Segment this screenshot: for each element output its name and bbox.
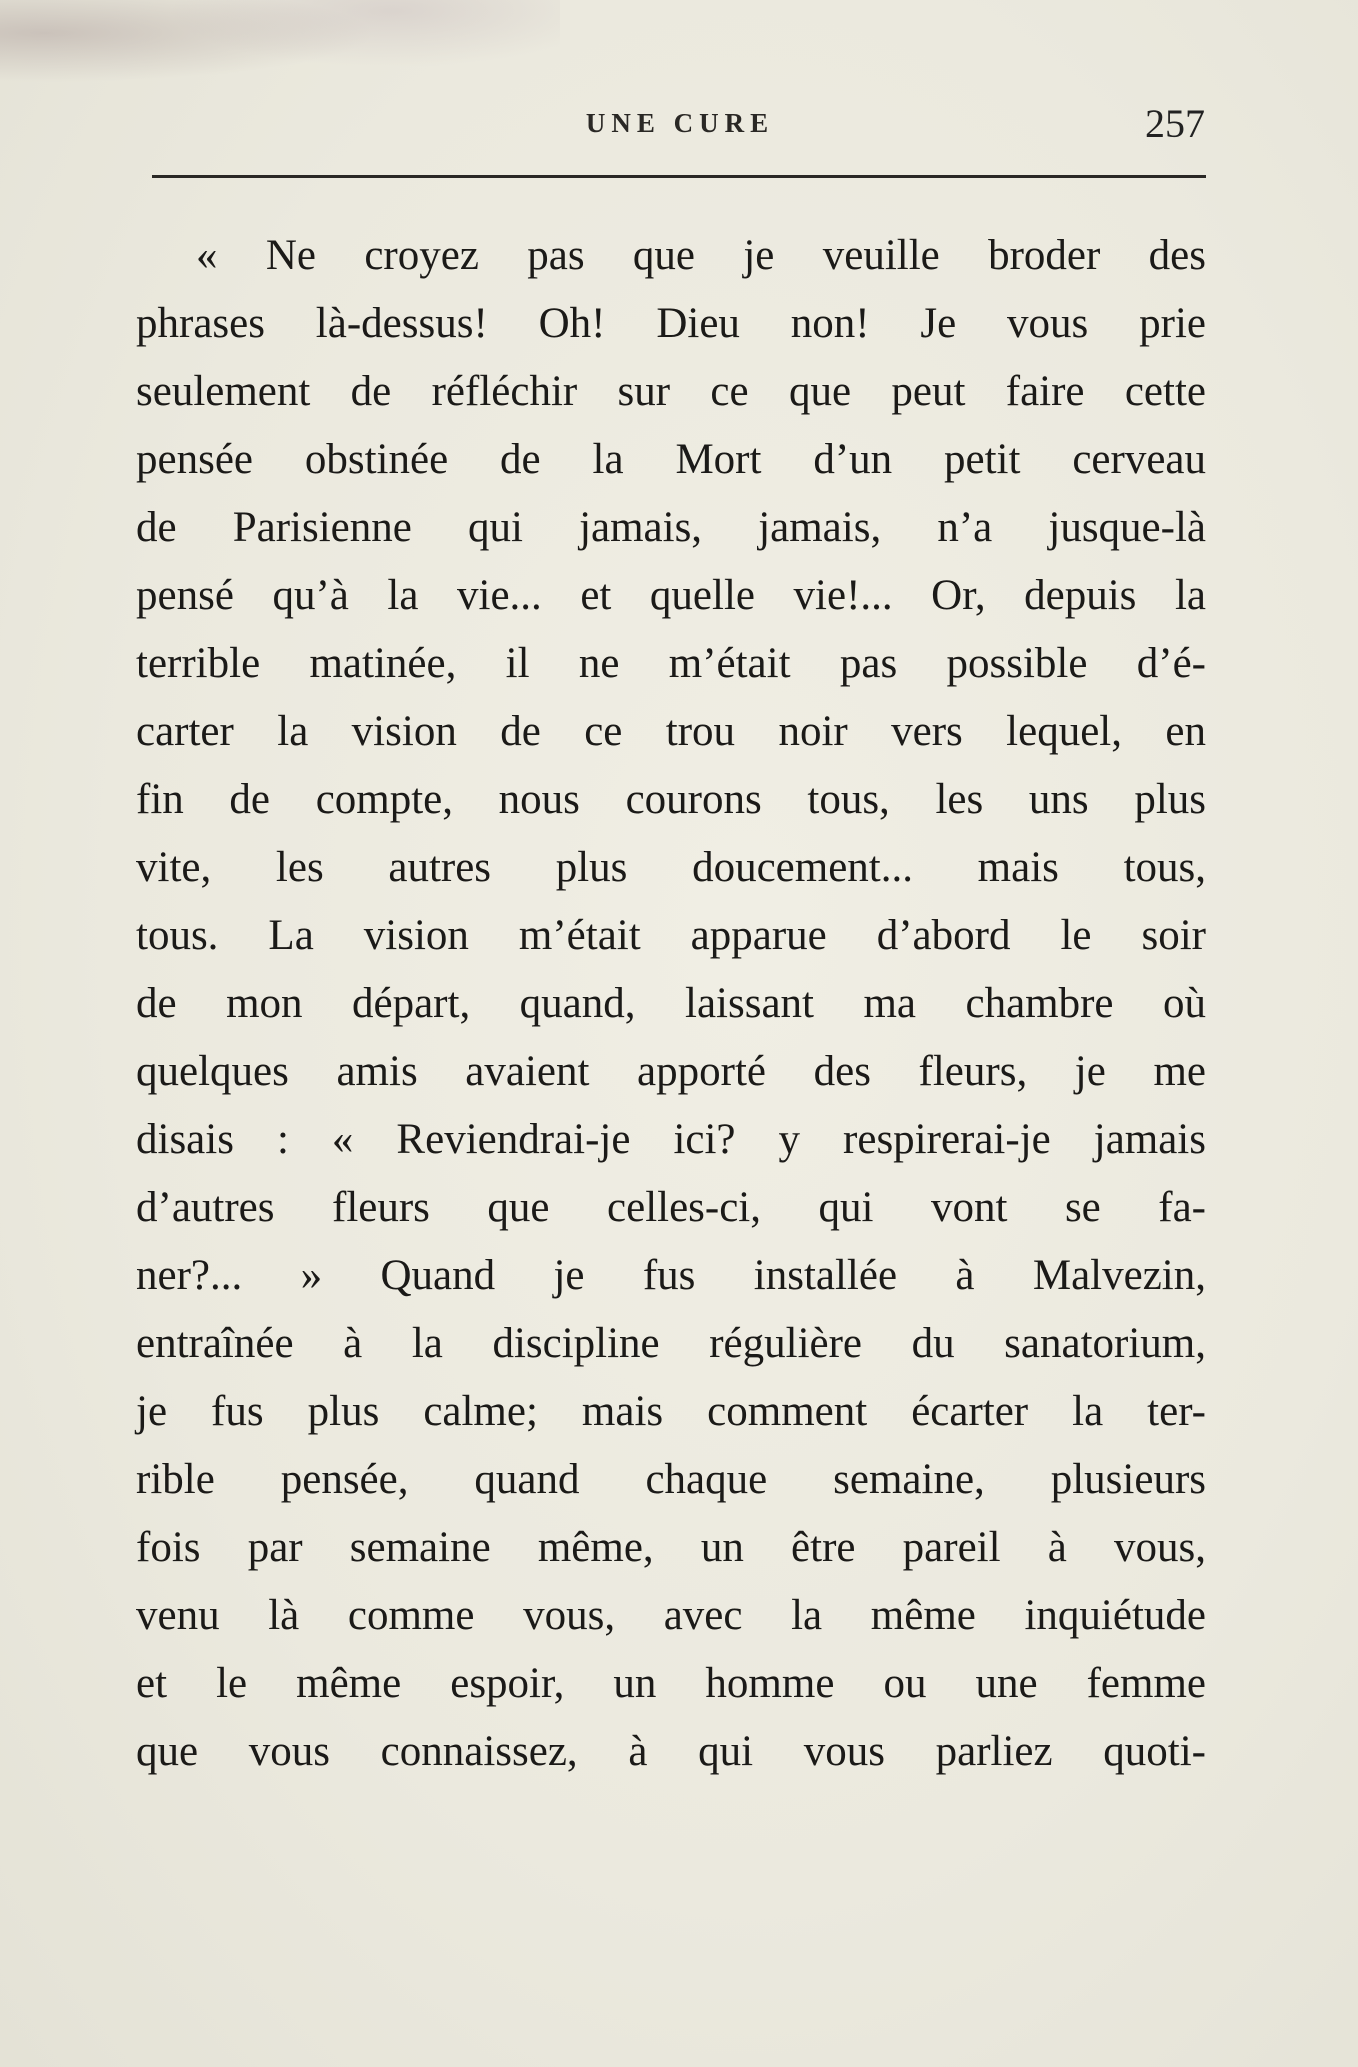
running-title: UNE CURE (585, 108, 775, 138)
page-smudge (0, 0, 560, 110)
page-header (145, 100, 1205, 150)
text-line: pensée obstinée de la Mort d’un petit cerveau (136, 436, 1206, 483)
body-text (136, 222, 1206, 1786)
text-line: fois par semaine même, un être pareil à vous, (136, 1524, 1206, 1571)
text-line: « Ne croyez pas que je veuille broder des (196, 232, 1206, 279)
text-line: et le même espoir, un homme ou une femme (136, 1660, 1206, 1707)
text-line: rible pensée, quand chaque semaine, plusieurs (136, 1456, 1206, 1503)
text-line: de mon départ, quand, laissant ma chambre où (136, 980, 1206, 1027)
text-line: entraînée à la discipline régulière du sanatorium, (136, 1320, 1206, 1367)
page-number: 257 (1145, 101, 1205, 146)
text-line: je fus plus calme; mais comment écarter la ter- (136, 1388, 1206, 1435)
text-line: que vous connaissez, à qui vous parliez quoti- (136, 1728, 1206, 1775)
header-rule (152, 175, 1206, 178)
text-line: tous. La vision m’était apparue d’abord le soir (136, 912, 1206, 959)
text-line: fin de compte, nous courons tous, les uns plus (136, 776, 1206, 823)
text-line: carter la vision de ce trou noir vers lequel, en (136, 708, 1206, 755)
text-line: terrible matinée, il ne m’était pas possible d’é- (136, 640, 1206, 687)
text-line: quelques amis avaient apporté des fleurs, je me (136, 1048, 1206, 1095)
text-line: d’autres fleurs que celles-ci, qui vont se fa- (136, 1184, 1206, 1231)
text-line: disais : « Reviendrai-je ici? y respirerai-je jamais (136, 1116, 1206, 1163)
text-line: de Parisienne qui jamais, jamais, n’a jusque-là (136, 504, 1206, 551)
text-line: vite, les autres plus doucement... mais tous, (136, 844, 1206, 891)
text-line: pensé qu’à la vie... et quelle vie!... Or, depuis la (136, 572, 1206, 619)
text-line: ner?... » Quand je fus installée à Malvezin, (136, 1252, 1206, 1299)
text-line: seulement de réfléchir sur ce que peut faire cette (136, 368, 1206, 415)
text-line: phrases là-dessus! Oh! Dieu non! Je vous prie (136, 300, 1206, 347)
text-line: venu là comme vous, avec la même inquiétude (136, 1592, 1206, 1639)
